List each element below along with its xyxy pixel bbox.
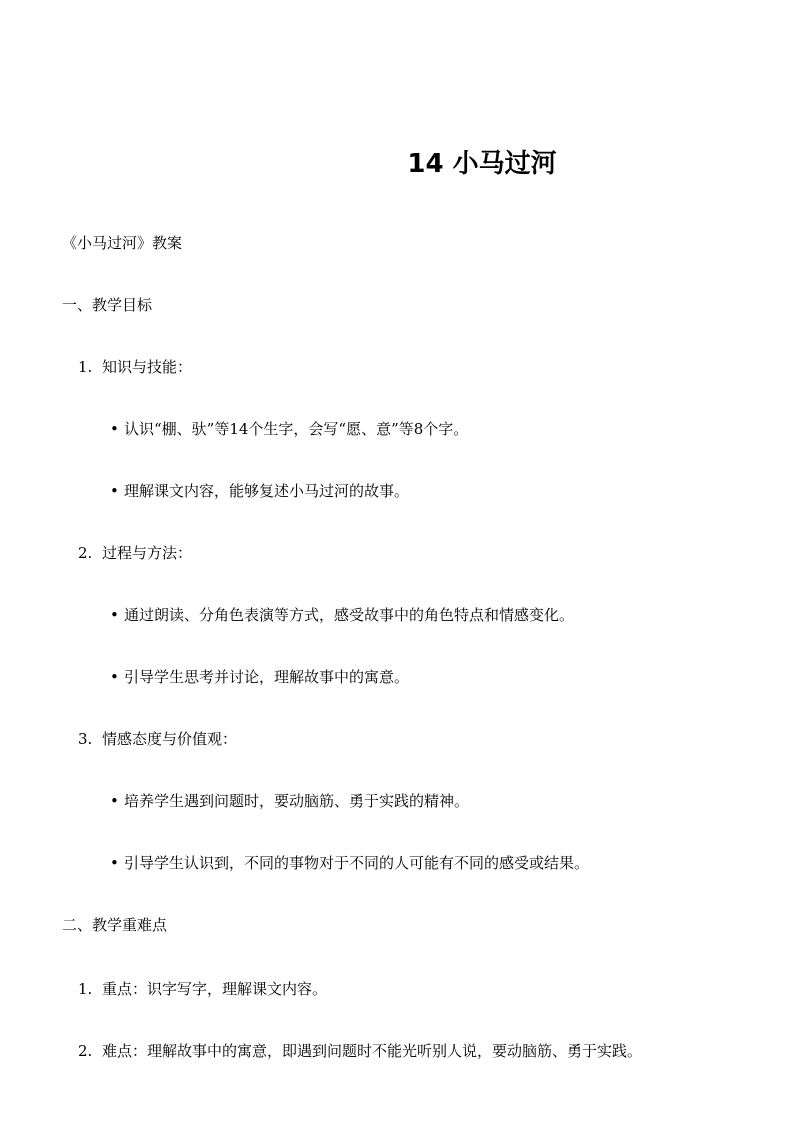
- bullet-icon: •: [110, 792, 119, 810]
- item-number: 2.: [78, 1042, 93, 1060]
- item-number: 2.: [78, 544, 93, 562]
- bullet-text: 认识“棚、驮”等14个生字，会写“愿、意”等8个字。: [124, 420, 469, 438]
- item-text: 难点：理解故事中的寓意，即遇到问题时不能光听别人说，要动脑筋、勇于实践。: [102, 1042, 643, 1060]
- item-number: 3.: [78, 730, 93, 748]
- item-number: 1.: [78, 358, 93, 376]
- bullet-item: [110, 666, 409, 688]
- bullet-icon: •: [110, 854, 119, 872]
- bullet-icon: •: [110, 482, 119, 500]
- numbered-item: [78, 1040, 642, 1062]
- bullet-text: 理解课文内容，能够复述小马过河的故事。: [124, 482, 410, 500]
- bullet-item: [110, 604, 574, 626]
- bullet-item: [110, 480, 409, 502]
- bullet-text: 培养学生遇到问题时，要动脑筋、勇于实践的精神。: [124, 792, 470, 810]
- item-text: 重点：识字写字，理解课文内容。: [102, 980, 328, 998]
- item-text: 过程与方法：: [102, 544, 193, 562]
- bullet-text: 通过朗读、分角色表演等方式，感受故事中的角色特点和情感变化。: [124, 606, 575, 624]
- bullet-text: 引导学生思考并讨论，理解故事中的寓意。: [124, 668, 410, 686]
- item-text: 知识与技能：: [102, 358, 193, 376]
- bullet-item: [110, 790, 469, 812]
- numbered-item: [78, 978, 327, 1000]
- numbered-item: [78, 356, 192, 378]
- bullet-icon: •: [110, 420, 119, 438]
- section-heading: 二、教学重难点: [62, 916, 168, 934]
- bullet-item: [110, 418, 468, 440]
- item-number: 1.: [78, 980, 93, 998]
- numbered-item: [78, 728, 237, 750]
- section-heading: 一、教学目标: [62, 296, 153, 314]
- bullet-text: 引导学生认识到，不同的事物对于不同的人可能有不同的感受或结果。: [124, 854, 590, 872]
- doc-heading: 《小马过河》教案: [62, 234, 183, 252]
- bullet-item: [110, 852, 589, 874]
- bullet-icon: •: [110, 606, 119, 624]
- bullet-icon: •: [110, 668, 119, 686]
- document-title: 14 小马过河: [407, 149, 557, 179]
- item-text: 情感态度与价值观：: [102, 730, 238, 748]
- numbered-item: [78, 542, 192, 564]
